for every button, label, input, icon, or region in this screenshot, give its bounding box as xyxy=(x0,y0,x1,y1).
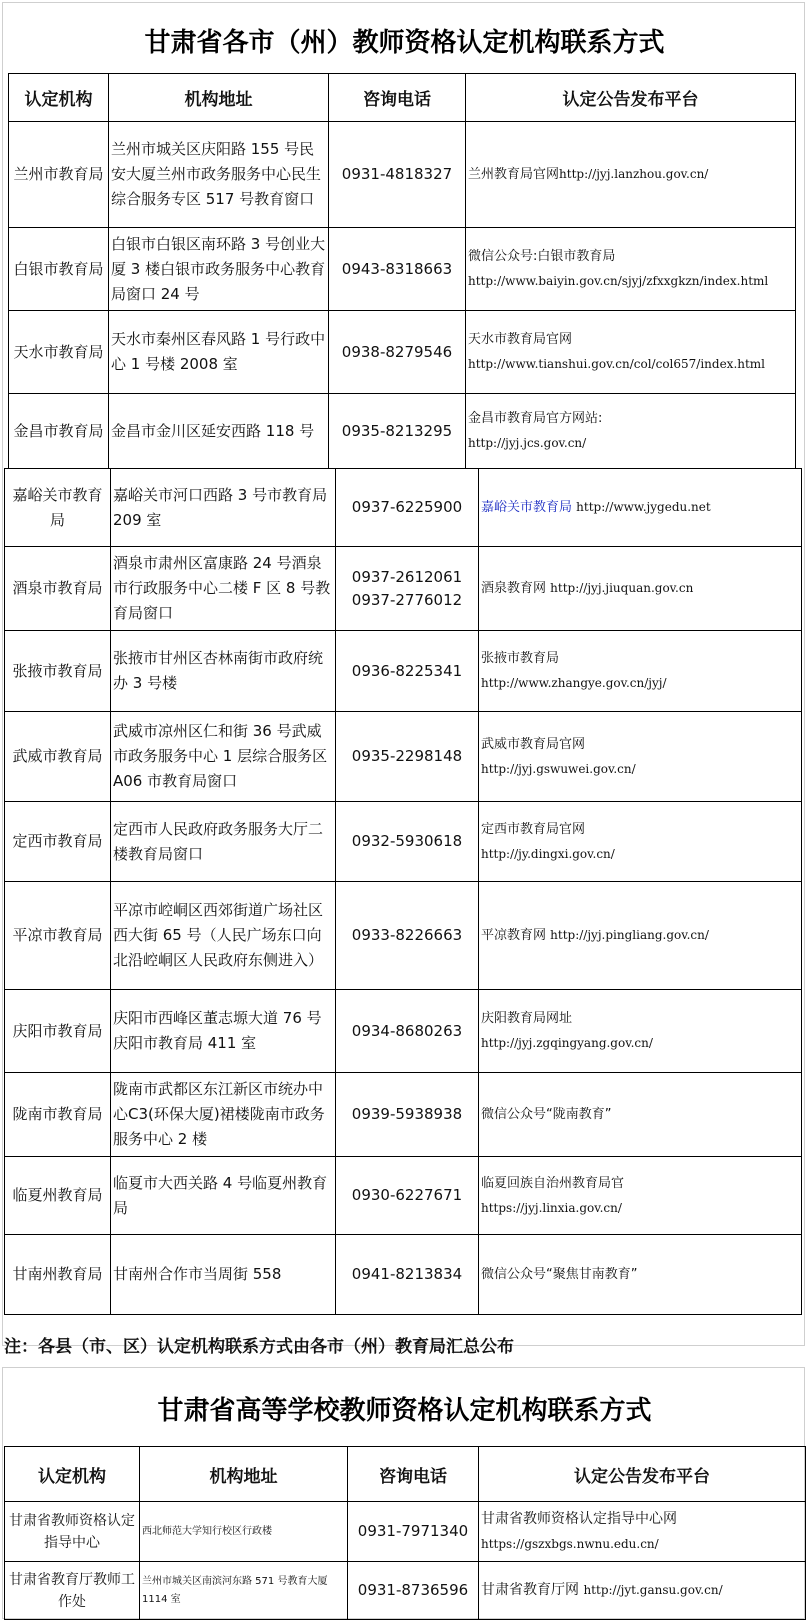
table-row xyxy=(5,631,802,712)
table-row xyxy=(5,1073,802,1157)
tel-cell xyxy=(336,547,479,631)
org-cell: 临夏州教育局 xyxy=(5,1157,111,1235)
table-row xyxy=(5,712,802,802)
header-addr: 机构地址 xyxy=(109,74,329,122)
table-row xyxy=(5,1562,806,1620)
header-org: 认定机构 xyxy=(9,74,109,122)
platform-name: 甘肃省教师资格认定指导中心网 xyxy=(481,1510,677,1527)
org-cell: 陇南市教育局 xyxy=(5,1073,111,1157)
table-row xyxy=(5,1235,802,1315)
platform-cell xyxy=(466,394,796,469)
addr-cell: 金昌市金川区延安西路 118 号 xyxy=(109,394,329,469)
platform-name[interactable]: 嘉峪关市教育局 xyxy=(481,500,573,515)
platform-cell xyxy=(479,547,802,631)
section1-table-a xyxy=(8,73,796,469)
org-cell: 甘肃省教师资格认定指导中心 xyxy=(5,1502,140,1562)
org-cell: 兰州市教育局 xyxy=(9,122,109,228)
tel-secondary: 0937-2776012 xyxy=(351,590,463,609)
addr-cell: 陇南市武都区东江新区市统办中心C3(环保大厦)裙楼陇南市政务服务中心 2 楼 xyxy=(111,1073,336,1157)
platform-link[interactable]: http://jyj.pingliang.gov.cn/ xyxy=(550,928,709,942)
addr-cell: 酒泉市肃州区富康路 24 号酒泉市行政服务中心二楼 F 区 8 号教育局窗口 xyxy=(111,547,336,631)
addr-cell: 白银市白银区南环路 3 号创业大厦 3 楼白银市政务服务中心教育局窗口 24 号 xyxy=(109,228,329,311)
org-cell: 张掖市教育局 xyxy=(5,631,111,712)
platform-cell xyxy=(479,1157,802,1235)
org-cell: 天水市教育局 xyxy=(9,311,109,394)
addr-cell: 临夏市大西关路 4 号临夏州教育局 xyxy=(111,1157,336,1235)
table-row xyxy=(9,311,796,394)
platform-name: 天水市教育局官网 xyxy=(468,332,573,347)
tel-cell: 0932-5930618 xyxy=(336,802,479,882)
table-row xyxy=(5,882,802,990)
addr-cell: 兰州市城关区南滨河东路 571 号教育大厦 1114 室 xyxy=(140,1562,348,1620)
platform-link[interactable]: http://jy.dingxi.gov.cn/ xyxy=(481,846,615,861)
table-row xyxy=(9,228,796,311)
platform-name: 张掖市教育局 xyxy=(481,651,560,666)
header-org: 认定机构 xyxy=(5,1447,140,1502)
table-row xyxy=(5,990,802,1073)
tel-cell: 0939-5938938 xyxy=(336,1073,479,1157)
org-cell: 甘南州教育局 xyxy=(5,1235,111,1315)
platform-cell xyxy=(466,228,796,311)
tel-cell: 0931-8736596 xyxy=(348,1562,479,1620)
platform-name: 甘肃省教育厅网 xyxy=(481,1582,579,1598)
addr-cell: 武威市凉州区仁和街 36 号武威市政务服务中心 1 层综合服务区 A06 市教育局窗口 xyxy=(111,712,336,802)
tel-cell: 0936-8225341 xyxy=(336,631,479,712)
table-row xyxy=(5,1157,802,1235)
tel-cell: 0934-8680263 xyxy=(336,990,479,1073)
platform-link[interactable]: http://www.jygedu.net xyxy=(576,500,711,514)
platform-link[interactable]: http://www.zhangye.gov.cn/jyj/ xyxy=(481,676,667,690)
platform-link[interactable]: http://www.tianshui.gov.cn/col/col657/index.html xyxy=(468,357,766,371)
platform-name: 兰州教育局官网 xyxy=(468,167,560,182)
org-cell: 武威市教育局 xyxy=(5,712,111,802)
platform-link[interactable]: http://jyj.zgqingyang.gov.cn/ xyxy=(481,1036,653,1050)
org-cell: 平凉市教育局 xyxy=(5,882,111,990)
table-row xyxy=(5,1502,806,1562)
platform-cell xyxy=(466,311,796,394)
addr-cell: 嘉峪关市河口西路 3 号市教育局 209 室 xyxy=(111,469,336,547)
table-header-row xyxy=(5,1447,806,1502)
org-cell: 金昌市教育局 xyxy=(9,394,109,469)
platform-link[interactable]: https://jyj.linxia.gov.cn/ xyxy=(481,1200,622,1215)
addr-cell: 甘南州合作市当周街 558 xyxy=(111,1235,336,1315)
header-tel: 咨询电话 xyxy=(329,74,466,122)
tel-primary: 0937-2612061 xyxy=(351,567,463,586)
platform-link[interactable]: http://www.baiyin.gov.cn/sjyj/zfxxgkzn/index.html xyxy=(468,274,769,288)
platform-link[interactable]: http://jyj.jiuquan.gov.cn xyxy=(550,581,694,595)
section2-title: 甘肃省高等学校教师资格认定机构联系方式 xyxy=(157,1396,652,1426)
addr-cell: 定西市人民政府政务服务大厅二楼教育局窗口 xyxy=(111,802,336,882)
section1-table-b xyxy=(4,468,802,1315)
platform-cell xyxy=(479,802,802,882)
org-cell: 酒泉市教育局 xyxy=(5,547,111,631)
addr-cell: 兰州市城关区庆阳路 155 号民安大厦兰州市政务服务中心民生综合服务专区 517 号教育窗口 xyxy=(109,122,329,228)
platform-cell xyxy=(479,1502,806,1562)
tel-cell: 0941-8213834 xyxy=(336,1235,479,1315)
tel-cell: 0930-6227671 xyxy=(336,1157,479,1235)
platform-cell xyxy=(479,1235,802,1315)
table-row xyxy=(5,547,802,631)
platform-link[interactable]: http://jyj.jcs.gov.cn/ xyxy=(468,436,587,450)
platform-cell xyxy=(479,631,802,712)
platform-link[interactable]: http://jyt.gansu.gov.cn/ xyxy=(583,1583,723,1597)
section1-note: 注：各县（市、区）认定机构联系方式由各市（州）教育局汇总公布 xyxy=(4,1337,514,1357)
tel-cell: 0935-8213295 xyxy=(329,394,466,469)
org-cell: 定西市教育局 xyxy=(5,802,111,882)
platform-name: 临夏回族自治州教育局官 xyxy=(481,1175,625,1191)
section2-table xyxy=(4,1446,806,1620)
tel-cell: 0943-8318663 xyxy=(329,228,466,311)
platform-name: 平凉教育网 xyxy=(481,928,547,943)
table-row xyxy=(9,122,796,228)
tel-cell: 0938-8279546 xyxy=(329,311,466,394)
tel-cell: 0937-6225900 xyxy=(336,469,479,547)
platform-name: 微信公众号:白银市教育局 xyxy=(468,249,616,264)
tel-cell: 0933-8226663 xyxy=(336,882,479,990)
platform-cell xyxy=(479,882,802,990)
header-addr: 机构地址 xyxy=(140,1447,348,1502)
org-cell: 庆阳市教育局 xyxy=(5,990,111,1073)
tel-cell: 0931-4818327 xyxy=(329,122,466,228)
platform-link[interactable]: http://jyj.lanzhou.gov.cn/ xyxy=(559,167,709,181)
platform-name: 庆阳教育局网址 xyxy=(481,1011,573,1026)
platform-name: 金昌市教育局官方网站: xyxy=(468,411,603,426)
tel-cell: 0931-7971340 xyxy=(348,1502,479,1562)
platform-name: 微信公众号“聚焦甘南教育” xyxy=(481,1267,638,1282)
platform-name: 武威市教育局官网 xyxy=(481,736,586,752)
tel-cell: 0935-2298148 xyxy=(336,712,479,802)
addr-cell: 庆阳市西峰区董志塬大道 76 号庆阳市教育局 411 室 xyxy=(111,990,336,1073)
header-platform: 认定公告发布平台 xyxy=(479,1447,806,1502)
platform-cell xyxy=(479,990,802,1073)
platform-name: 微信公众号“陇南教育” xyxy=(481,1107,612,1122)
org-cell: 白银市教育局 xyxy=(9,228,109,311)
platform-link[interactable]: http://jyj.gswuwei.gov.cn/ xyxy=(481,761,636,776)
platform-cell xyxy=(466,122,796,228)
table-header-row xyxy=(9,74,796,122)
platform-name: 酒泉教育网 xyxy=(481,581,547,596)
table-row xyxy=(5,802,802,882)
platform-cell xyxy=(479,1562,806,1620)
table-row xyxy=(9,394,796,469)
section1-title: 甘肃省各市（州）教师资格认定机构联系方式 xyxy=(144,28,665,58)
table-row xyxy=(5,469,802,547)
platform-link[interactable]: https://gszxbgs.nwnu.edu.cn/ xyxy=(481,1536,659,1551)
org-cell: 甘肃省教育厅教师工作处 xyxy=(5,1562,140,1620)
org-cell: 嘉峪关市教育局 xyxy=(5,469,111,547)
addr-cell: 天水市秦州区春风路 1 号行政中心 1 号楼 2008 室 xyxy=(109,311,329,394)
addr-cell: 张掖市甘州区杏林南街市政府统办 3 号楼 xyxy=(111,631,336,712)
platform-name: 定西市教育局官网 xyxy=(481,821,586,837)
header-platform: 认定公告发布平台 xyxy=(466,74,796,122)
addr-cell: 平凉市崆峒区西郊街道广场社区西大街 65 号（人民广场东口向北沿崆峒区人民政府东侧进入） xyxy=(111,882,336,990)
addr-cell: 西北师范大学知行校区行政楼 xyxy=(140,1502,348,1562)
header-tel: 咨询电话 xyxy=(348,1447,479,1502)
platform-cell xyxy=(479,712,802,802)
platform-cell xyxy=(479,1073,802,1157)
platform-cell xyxy=(479,469,802,547)
